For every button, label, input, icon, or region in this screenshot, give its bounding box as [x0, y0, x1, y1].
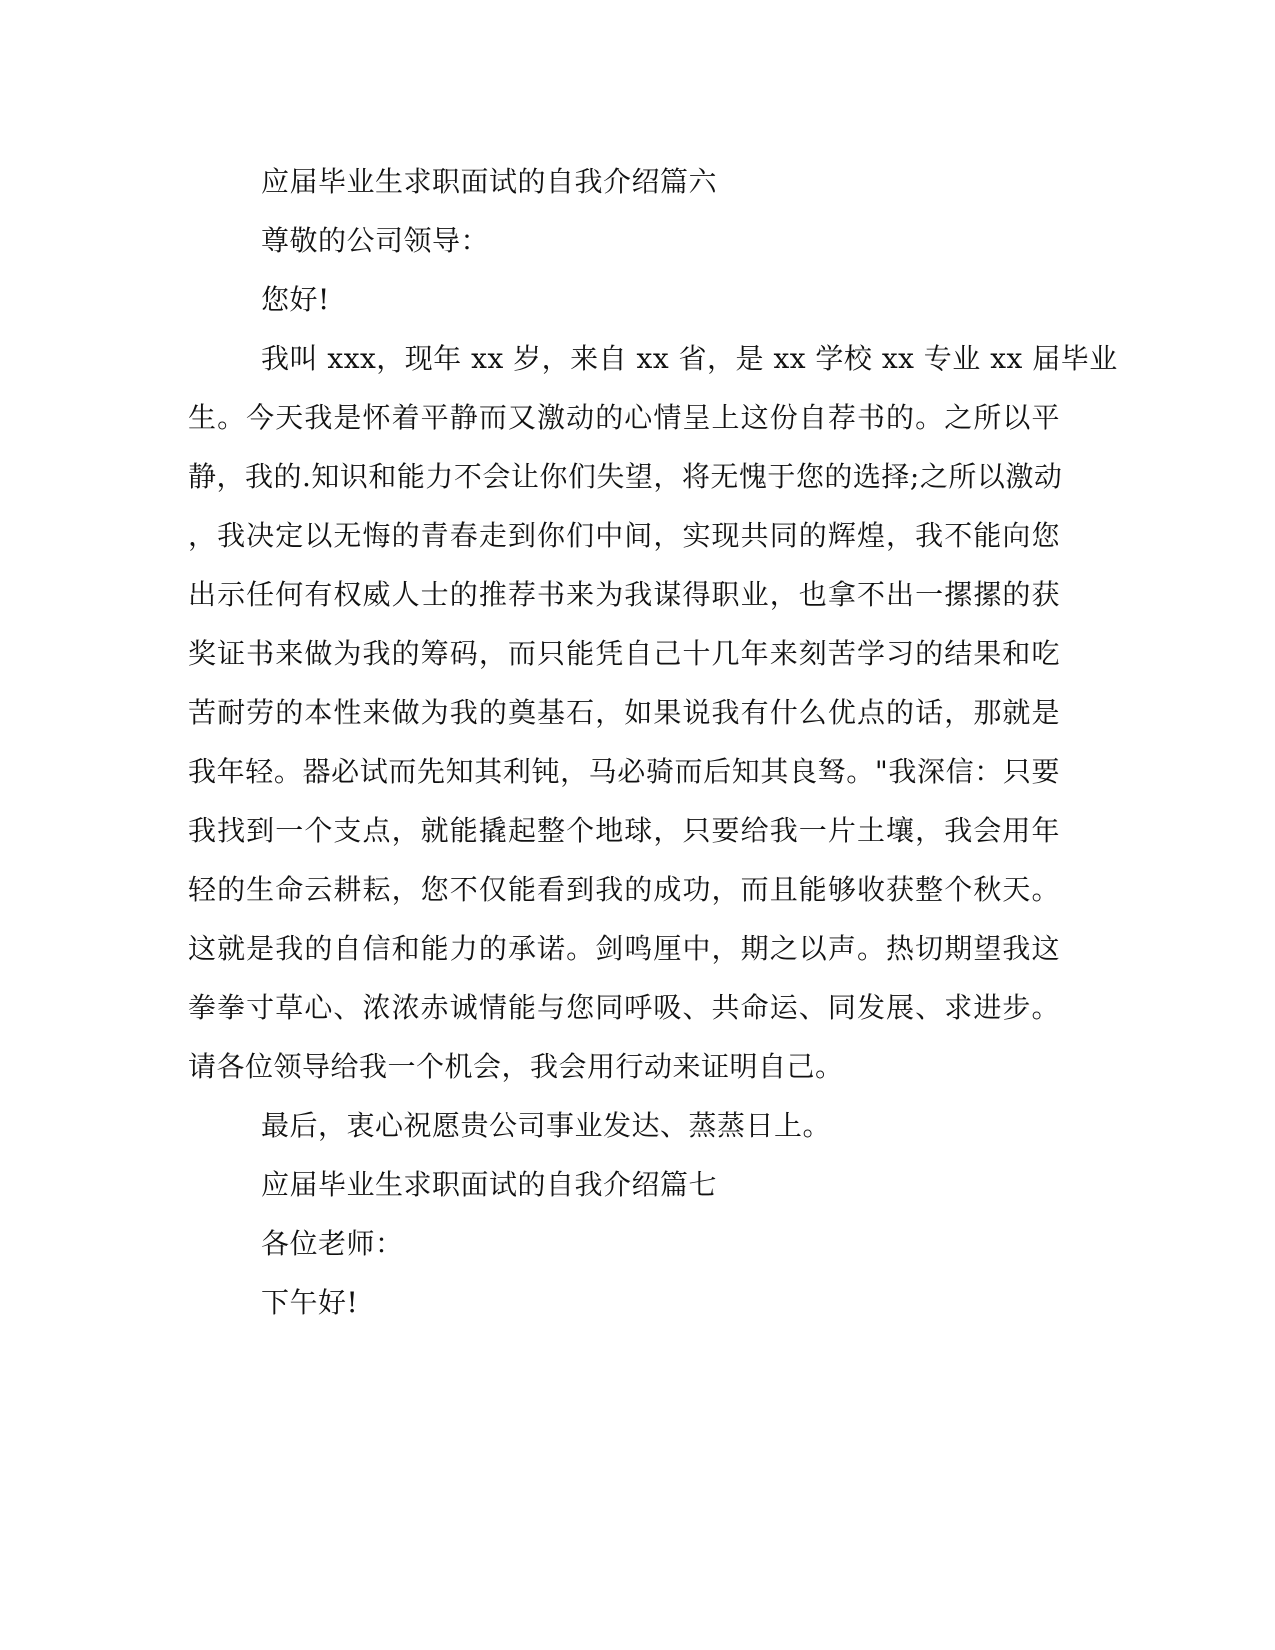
greeting-2: 下午好!	[261, 1286, 359, 1319]
paragraph-line: 我找到一个支点，就能撬起整个地球，只要给我一片土壤，我会用年	[188, 814, 1060, 847]
paragraph-line: 拳拳寸草心、浓浓赤诚情能与您同呼吸、共命运、同发展、求进步。	[188, 991, 1060, 1024]
paragraph-line: 静，我的.知识和能力不会让你们失望，将无愧于您的选择;之所以激动	[188, 460, 1063, 493]
paragraph-line: ，我决定以无悔的青春走到你们中间，实现共同的辉煌，我不能向您	[188, 519, 1060, 552]
paragraph-line: 轻的生命云耕耘，您不仅能看到我的成功，而且能够收获整个秋天。	[188, 873, 1060, 906]
paragraph-line: 出示任何有权威人士的推荐书来为我谋得职业，也拿不出一摞摞的获	[188, 578, 1060, 611]
paragraph-last-line: 请各位领导给我一个机会，我会用行动来证明自己。	[188, 1050, 844, 1083]
paragraph-line: 这就是我的自信和能力的承诺。剑鸣厘中，期之以声。热切期望我这	[188, 932, 1060, 965]
paragraph-line: 奖证书来做为我的筹码，而只能凭自己十几年来刻苦学习的结果和吃	[188, 637, 1060, 670]
salutation: 尊敬的公司领导：	[261, 224, 490, 257]
greeting: 您好!	[261, 283, 330, 316]
section-heading-6: 应届毕业生求职面试的自我介绍篇六	[261, 165, 718, 198]
salutation-2: 各位老师：	[261, 1227, 404, 1260]
paragraph-line: 生。今天我是怀着平静而又激动的心情呈上这份自荐书的。之所以平	[188, 401, 1060, 434]
paragraph-line: 苦耐劳的本性来做为我的奠基石，如果说我有什么优点的话，那就是	[188, 696, 1060, 729]
paragraph-line: 我年轻。器必试而先知其利钝，马必骑而后知其良驽。"我深信：只要	[188, 755, 1060, 788]
closing-wish: 最后，衷心祝愿贵公司事业发达、蒸蒸日上。	[261, 1109, 832, 1142]
section-heading-7: 应届毕业生求职面试的自我介绍篇七	[261, 1168, 718, 1201]
paragraph-line: 我叫 xxx，现年 xx 岁，来自 xx 省，是 xx 学校 xx 专业 xx 届毕业	[261, 342, 1118, 375]
